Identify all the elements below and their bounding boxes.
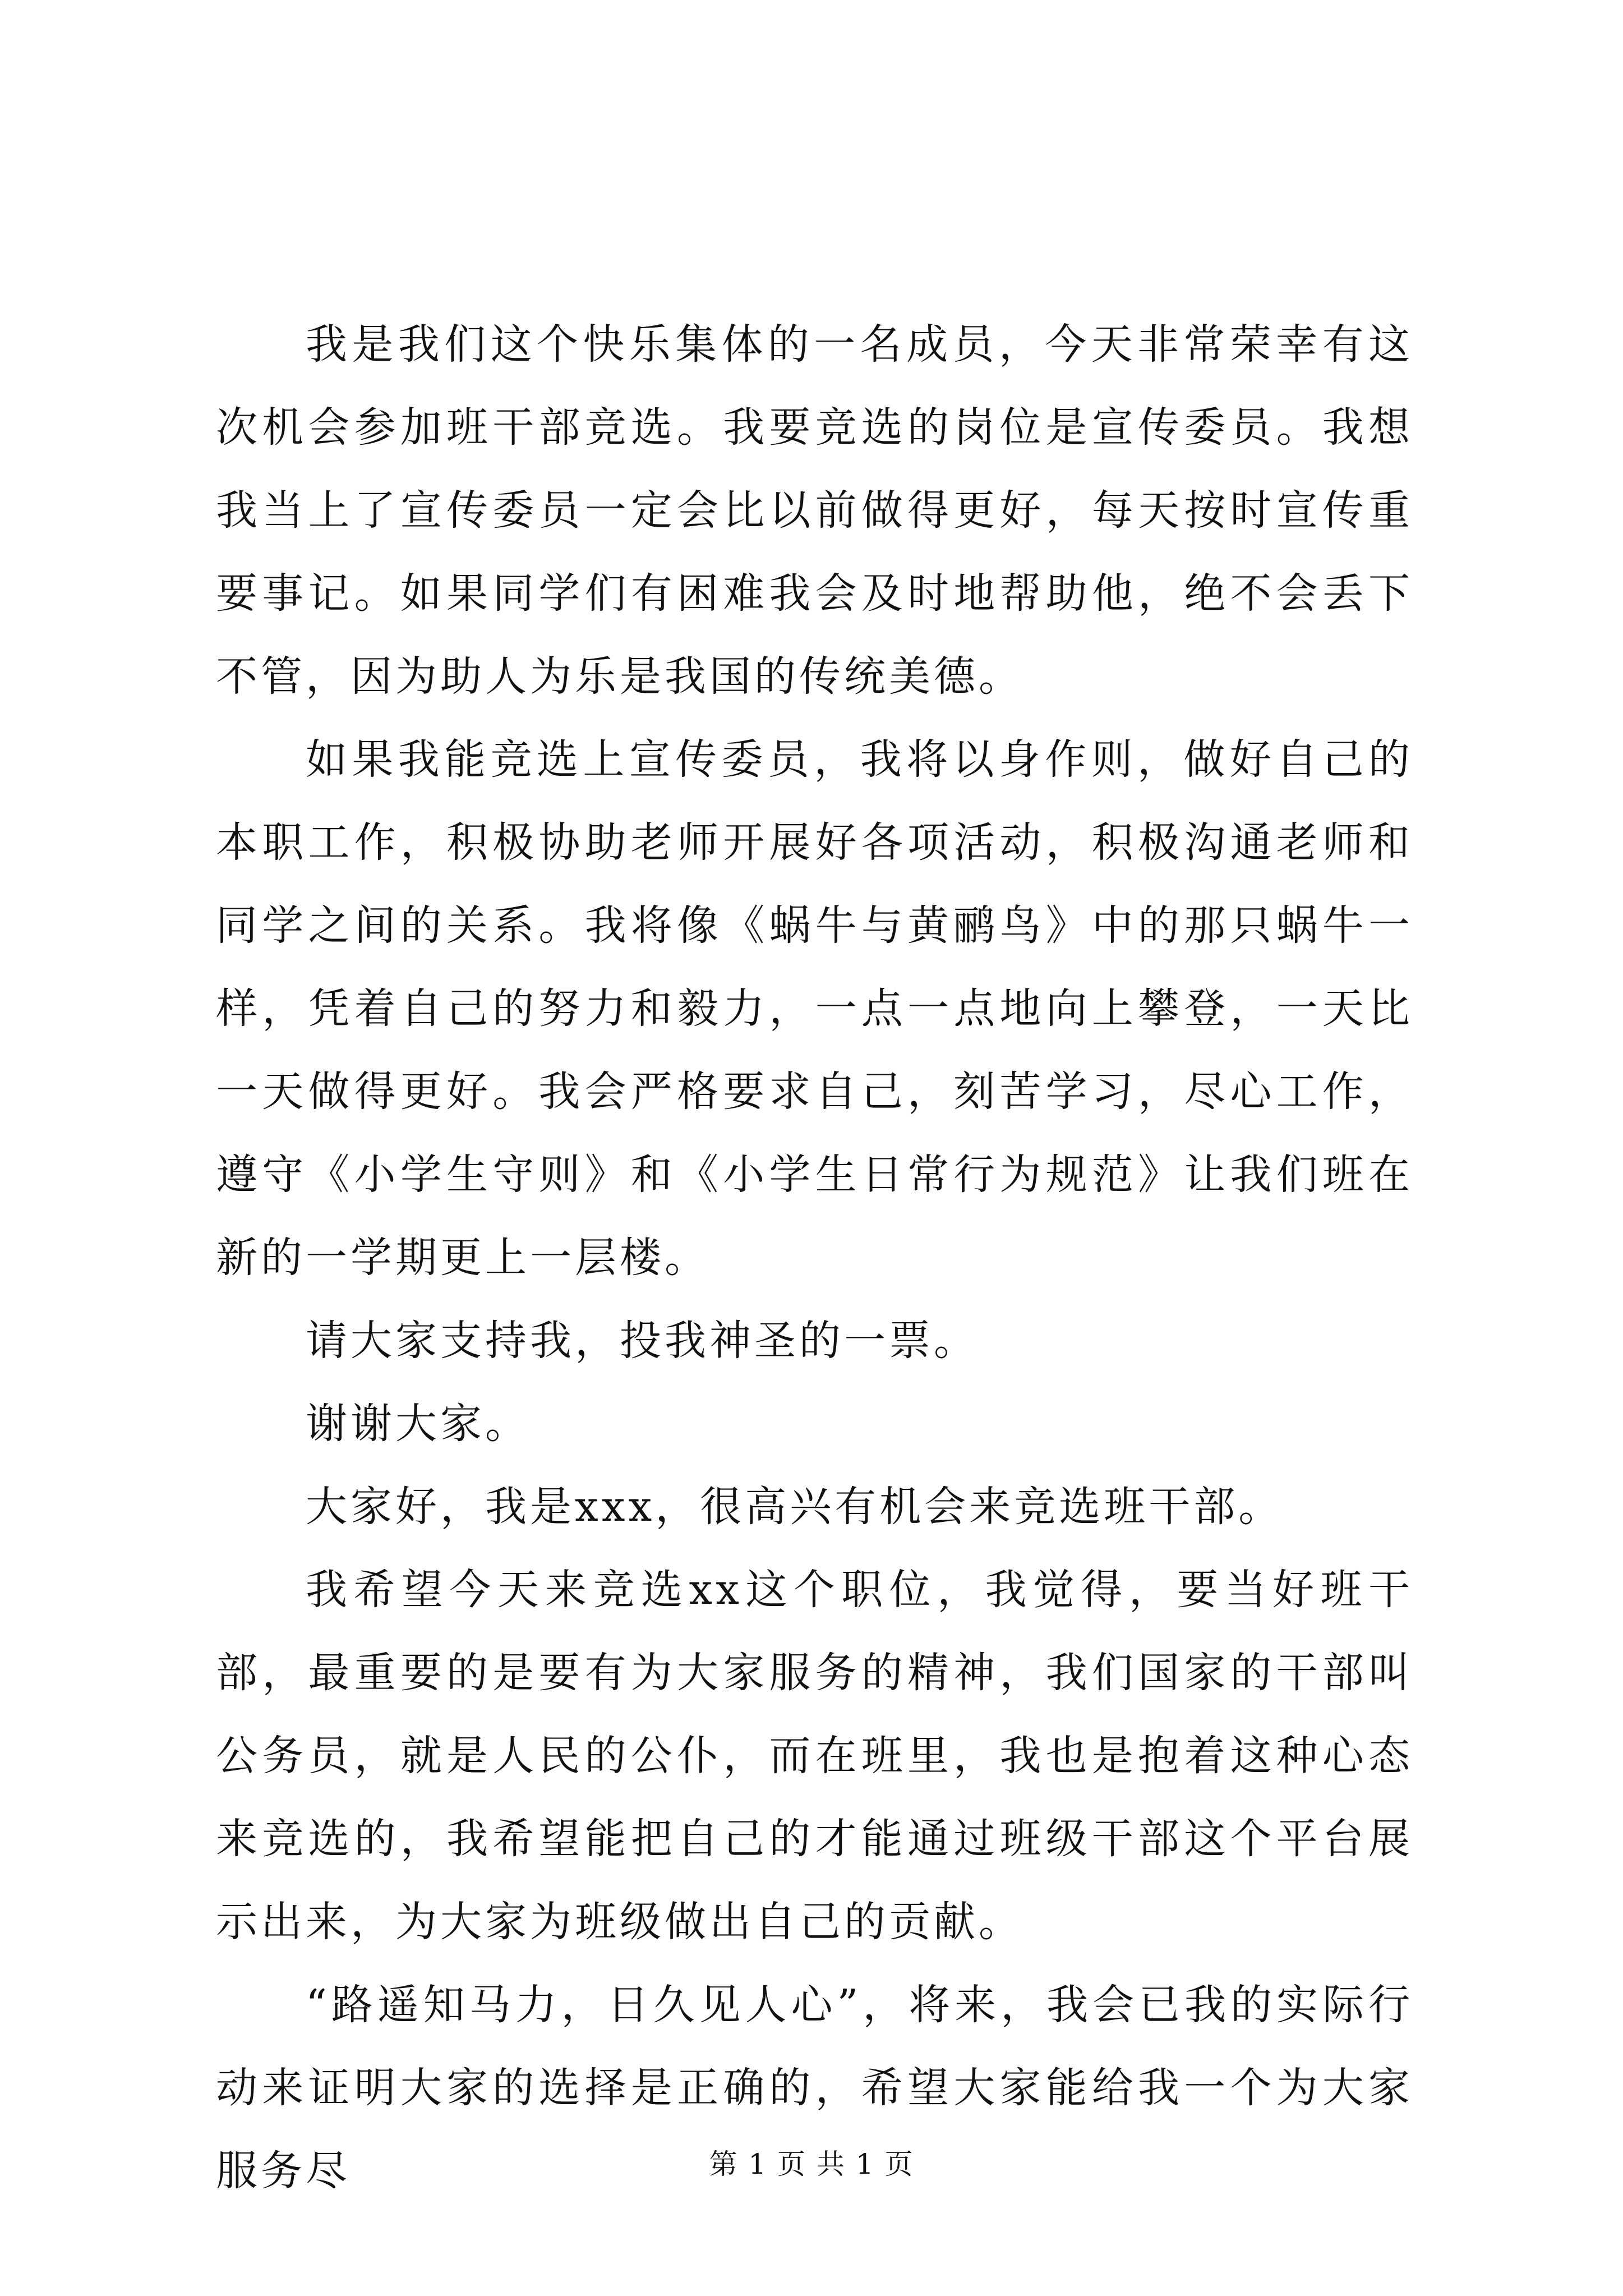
- paragraph: 大家好，我是xxx，很高兴有机会来竞选班干部。: [306, 1483, 1284, 1531]
- paragraph: 如果我能竞选上宣传委员，我将以身作则，做好自己的本职工作，积极协助老师开展好各项活动，积极沟通老师和同学之间的关系。我将像《蜗牛与黄鹂鸟》中的那只蜗牛一样，凭着自己的努力和毅力，一点一点地向上攀登，一天比一天做得更好。我会严格要求自己，刻苦学习，尽心工作，遵守《小学生守则》和《小学生日常行为规范》让我们班在新的一学期更上一层楼。: [216, 735, 1413, 1282]
- paragraph: 我希望今天来竞选xx这个职位，我觉得，要当好班干部，最重要的是要有为大家服务的精神，我们国家的干部叫公务员，就是人民的公仆，而在班里，我也是抱着这种心态来竞选的，我希望能把自己的才能通过班级干部这个平台展示出来，为大家为班级做出自己的贡献。: [216, 1566, 1413, 1946]
- page-number-footer: 第 1 页 共 1 页: [709, 2148, 914, 2180]
- paragraph: 我是我们这个快乐集体的一名成员，今天非常荣幸有这次机会参加班干部竞选。我要竞选的岗位是宣传委员。我想我当上了宣传委员一定会比以前做得更好，每天按时宣传重要事记。如果同学们有困难我会及时地帮助他，绝不会丢下不管，因为助人为乐是我国的传统美德。: [216, 320, 1413, 701]
- document-body: [216, 303, 1413, 2212]
- paragraph: “路遥知马力，日久见人心”，将来，我会已我的实际行动来证明大家的选择是正确的，希望大家能给我一个为大家服务尽: [216, 1981, 1413, 2195]
- paragraph: 谢谢大家。: [306, 1400, 530, 1448]
- paragraph: 请大家支持我，投我神圣的一票。: [306, 1317, 979, 1365]
